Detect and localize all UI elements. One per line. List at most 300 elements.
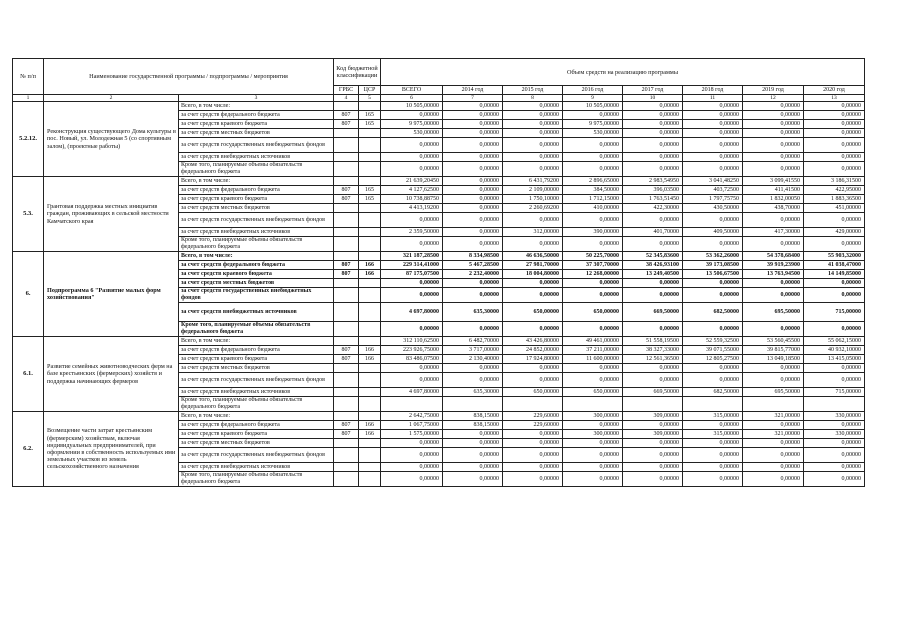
year-amount-cell: 650,00000 [503, 388, 563, 397]
year-amount-cell: 0,00000 [743, 162, 804, 177]
year-amount-cell: 0,00000 [743, 472, 804, 487]
csr-code [359, 373, 381, 388]
year-amount-cell: 0,00000 [563, 138, 623, 153]
year-amount-cell: 0,00000 [743, 322, 804, 337]
funding-source-label: за счет средств краевого бюджета [179, 355, 334, 364]
year-amount-cell: 390,00000 [563, 228, 623, 237]
section-title: Подпрограмма 6 "Развитие малых форм хозяйствования" [44, 252, 179, 337]
table-row [13, 177, 865, 186]
year-amount-cell: 229,60000 [503, 421, 563, 430]
year-amount-cell: 0,00000 [623, 279, 683, 288]
csr-code: 166 [359, 346, 381, 355]
year-amount-cell: 0,00000 [804, 153, 865, 162]
year-amount-cell: 417,30000 [743, 228, 804, 237]
budget-table [12, 58, 865, 487]
csr-code [359, 129, 381, 138]
section-title: Грантовая поддержка местных инициатив граждан, проживающих в сельской местности Камчатского края [44, 177, 179, 252]
year-amount-cell: 0,00000 [743, 138, 804, 153]
csr-code: 165 [359, 195, 381, 204]
funding-source-label: за счет средств внебюджетных источников [179, 463, 334, 472]
csr-code [359, 388, 381, 397]
grbs-code: 807 [334, 430, 359, 439]
year-amount-cell: 2 232,40000 [443, 270, 503, 279]
year-amount-cell: 0,00000 [683, 364, 743, 373]
total-amount-cell: 0,00000 [381, 463, 443, 472]
year-amount-cell: 18 004,80000 [503, 270, 563, 279]
total-amount-cell: 0,00000 [381, 364, 443, 373]
year-amount-cell: 0,00000 [743, 364, 804, 373]
year-amount-cell [683, 397, 743, 412]
year-amount-cell: 3 099,41550 [743, 177, 804, 186]
year-amount-cell: 410,00000 [563, 204, 623, 213]
year-amount-cell: 315,00000 [683, 430, 743, 439]
year-amount-cell: 39 173,08500 [683, 261, 743, 270]
year-amount-cell: 0,00000 [443, 430, 503, 439]
year-amount-cell: 0,00000 [503, 129, 563, 138]
grbs-code [334, 364, 359, 373]
table-row [13, 337, 865, 346]
year-amount-cell: 0,00000 [804, 472, 865, 487]
year-amount-cell: 0,00000 [743, 120, 804, 129]
funding-source-label: за счет средств федерального бюджета [179, 261, 334, 270]
year-amount-cell: 0,00000 [503, 237, 563, 252]
funding-source-label: за счет средств краевого бюджета [179, 430, 334, 439]
grbs-code [334, 228, 359, 237]
header-year: 2020 год [804, 86, 865, 95]
year-amount-cell: 55 062,15000 [804, 337, 865, 346]
grbs-code: 807 [334, 421, 359, 430]
year-amount-cell: 10 505,00000 [563, 102, 623, 111]
year-amount-cell: 0,00000 [443, 322, 503, 337]
section-number: 5.2.12. [13, 102, 44, 177]
year-amount-cell: 0,00000 [503, 162, 563, 177]
total-amount-cell: 229 314,41000 [381, 261, 443, 270]
year-amount-cell: 54 378,68400 [743, 252, 804, 261]
total-amount-cell: 2 359,50000 [381, 228, 443, 237]
year-amount-cell: 39 919,23900 [743, 261, 804, 270]
year-amount-cell: 0,00000 [623, 153, 683, 162]
year-amount-cell: 53 362,26000 [683, 252, 743, 261]
section-number: 6.1. [13, 337, 44, 412]
table-row [13, 412, 865, 421]
year-amount-cell: 635,30000 [443, 388, 503, 397]
total-amount-cell: 10 505,00000 [381, 102, 443, 111]
year-amount-cell: 0,00000 [563, 463, 623, 472]
year-amount-cell: 0,00000 [804, 322, 865, 337]
year-amount-cell: 13 506,67500 [683, 270, 743, 279]
column-number: 5 [359, 95, 381, 102]
grbs-code [334, 337, 359, 346]
year-amount-cell: 650,00000 [503, 303, 563, 322]
year-amount-cell: 52 559,32500 [683, 337, 743, 346]
grbs-code [334, 439, 359, 448]
year-amount-cell [443, 397, 503, 412]
grbs-code: 807 [334, 355, 359, 364]
year-amount-cell: 0,00000 [743, 288, 804, 303]
column-number: 10 [623, 95, 683, 102]
year-amount-cell: 0,00000 [563, 279, 623, 288]
total-amount-cell [381, 397, 443, 412]
year-amount-cell: 0,00000 [623, 138, 683, 153]
funding-source-label: Кроме того, планируемые объемы обязательств федерального бюджета [179, 162, 334, 177]
year-amount-cell: 0,00000 [563, 153, 623, 162]
grbs-code [334, 252, 359, 261]
year-amount-cell: 40 932,10000 [804, 346, 865, 355]
year-amount-cell: 0,00000 [804, 237, 865, 252]
grbs-code: 807 [334, 195, 359, 204]
grbs-code: 807 [334, 120, 359, 129]
column-number: 3 [179, 95, 334, 102]
funding-source-label: за счет средств местных бюджетов [179, 204, 334, 213]
total-amount-cell: 223 926,75000 [381, 346, 443, 355]
section-title: Развитие семейных животноводческих ферм на базе крестьянских (фермерских) хозяйств и поддержка начинающих фермеров [44, 337, 179, 412]
csr-code: 166 [359, 430, 381, 439]
year-amount-cell: 0,00000 [743, 129, 804, 138]
grbs-code [334, 412, 359, 421]
grbs-code [334, 303, 359, 322]
year-amount-cell: 1 883,36500 [804, 195, 865, 204]
year-amount-cell: 0,00000 [503, 463, 563, 472]
funding-source-label: за счет средств местных бюджетов [179, 439, 334, 448]
year-amount-cell: 321,00000 [743, 430, 804, 439]
year-amount-cell: 12 268,00000 [563, 270, 623, 279]
year-amount-cell: 1 750,10000 [503, 195, 563, 204]
year-amount-cell: 1 832,00050 [743, 195, 804, 204]
year-amount-cell: 0,00000 [743, 421, 804, 430]
year-amount-cell: 13 763,94500 [743, 270, 804, 279]
year-amount-cell: 315,00000 [683, 412, 743, 421]
year-amount-cell: 0,00000 [804, 279, 865, 288]
funding-source-label: за счет средств федерального бюджета [179, 421, 334, 430]
year-amount-cell: 12 805,27500 [683, 355, 743, 364]
year-amount-cell: 0,00000 [443, 120, 503, 129]
year-amount-cell: 0,00000 [683, 421, 743, 430]
funding-source-label: за счет средств краевого бюджета [179, 270, 334, 279]
csr-code: 166 [359, 270, 381, 279]
year-amount-cell: 0,00000 [743, 237, 804, 252]
year-amount-cell: 300,00000 [563, 430, 623, 439]
csr-code [359, 397, 381, 412]
grbs-code [334, 102, 359, 111]
total-amount-cell: 4 127,62500 [381, 186, 443, 195]
year-amount-cell: 0,00000 [563, 322, 623, 337]
grbs-code [334, 177, 359, 186]
year-amount-cell: 0,00000 [563, 364, 623, 373]
year-amount-cell [804, 397, 865, 412]
year-amount-cell: 0,00000 [503, 364, 563, 373]
total-amount-cell: 4 413,19200 [381, 204, 443, 213]
year-amount-cell: 438,70000 [743, 204, 804, 213]
year-amount-cell: 0,00000 [503, 322, 563, 337]
year-amount-cell: 1 797,75750 [683, 195, 743, 204]
year-amount-cell: 38 327,33000 [623, 346, 683, 355]
year-amount-cell: 838,15000 [443, 412, 503, 421]
year-amount-cell [623, 397, 683, 412]
year-amount-cell: 2 896,65000 [563, 177, 623, 186]
csr-code [359, 288, 381, 303]
grbs-code [334, 162, 359, 177]
funding-source-label: за счет средств местных бюджетов [179, 279, 334, 288]
year-amount-cell: 0,00000 [804, 138, 865, 153]
year-amount-cell: 0,00000 [443, 111, 503, 120]
column-number: 7 [443, 95, 503, 102]
grbs-code: 807 [334, 346, 359, 355]
year-amount-cell: 0,00000 [683, 373, 743, 388]
section-number: 5.3. [13, 177, 44, 252]
year-amount-cell: 0,00000 [443, 228, 503, 237]
year-amount-cell: 0,00000 [503, 439, 563, 448]
year-amount-cell: 0,00000 [443, 448, 503, 463]
column-number: 8 [503, 95, 563, 102]
total-amount-cell: 21 639,20450 [381, 177, 443, 186]
year-amount-cell: 41 038,47000 [804, 261, 865, 270]
year-amount-cell: 0,00000 [443, 279, 503, 288]
year-amount-cell: 0,00000 [623, 102, 683, 111]
total-amount-cell: 0,00000 [381, 439, 443, 448]
year-amount-cell: 0,00000 [804, 288, 865, 303]
year-amount-cell: 39 815,77000 [743, 346, 804, 355]
year-amount-cell: 13 249,40500 [623, 270, 683, 279]
csr-code: 165 [359, 120, 381, 129]
column-number: 2 [44, 95, 179, 102]
year-amount-cell: 0,00000 [503, 373, 563, 388]
year-amount-cell: 0,00000 [503, 279, 563, 288]
year-amount-cell: 2 983,54950 [623, 177, 683, 186]
header-year: 2019 год [743, 86, 804, 95]
year-amount-cell: 3 041,48250 [683, 177, 743, 186]
year-amount-cell: 530,00000 [563, 129, 623, 138]
year-amount-cell: 0,00000 [563, 373, 623, 388]
year-amount-cell: 0,00000 [623, 111, 683, 120]
total-amount-cell: 530,00000 [381, 129, 443, 138]
year-amount-cell: 0,00000 [623, 237, 683, 252]
year-amount-cell: 401,70000 [623, 228, 683, 237]
year-amount-cell: 11 600,00000 [563, 355, 623, 364]
funding-source-label: за счет средств краевого бюджета [179, 195, 334, 204]
total-amount-cell: 0,00000 [381, 153, 443, 162]
year-amount-cell: 14 149,85000 [804, 270, 865, 279]
csr-code [359, 228, 381, 237]
year-amount-cell: 0,00000 [804, 463, 865, 472]
year-amount-cell: 682,50000 [683, 303, 743, 322]
total-amount-cell: 0,00000 [381, 448, 443, 463]
total-amount-cell: 0,00000 [381, 111, 443, 120]
year-amount-cell: 0,00000 [443, 102, 503, 111]
year-amount-cell: 0,00000 [743, 439, 804, 448]
csr-code [359, 448, 381, 463]
year-amount-cell: 650,00000 [563, 388, 623, 397]
year-amount-cell: 3 186,31500 [804, 177, 865, 186]
header-csr: ЦСР [359, 86, 381, 95]
year-amount-cell: 2 109,00000 [503, 186, 563, 195]
year-amount-cell: 0,00000 [503, 448, 563, 463]
year-amount-cell: 0,00000 [683, 129, 743, 138]
grbs-code [334, 129, 359, 138]
csr-code [359, 439, 381, 448]
total-amount-cell: 10 738,88750 [381, 195, 443, 204]
year-amount-cell: 0,00000 [623, 463, 683, 472]
table-row [13, 102, 865, 111]
csr-code [359, 463, 381, 472]
year-amount-cell: 0,00000 [683, 237, 743, 252]
csr-code: 165 [359, 186, 381, 195]
total-amount-cell: 0,00000 [381, 472, 443, 487]
year-amount-cell: 46 636,50000 [503, 252, 563, 261]
year-amount-cell: 0,00000 [623, 288, 683, 303]
total-amount-cell: 1 575,00000 [381, 430, 443, 439]
year-amount-cell: 52 345,83600 [623, 252, 683, 261]
year-amount-cell: 0,00000 [623, 120, 683, 129]
year-amount-cell: 0,00000 [804, 439, 865, 448]
year-amount-cell: 1 763,51450 [623, 195, 683, 204]
csr-code: 165 [359, 111, 381, 120]
year-amount-cell: 0,00000 [443, 177, 503, 186]
csr-code [359, 472, 381, 487]
year-amount-cell: 37 211,00000 [563, 346, 623, 355]
year-amount-cell: 0,00000 [563, 448, 623, 463]
header-grbs: ГРБС [334, 86, 359, 95]
budget-table-sheet [12, 58, 864, 487]
section-title: Реконструкция существующего Дома культуры в пос. Новый, ул. Молодежная 5 (со спортивным залом), (проектные работы) [44, 102, 179, 177]
year-amount-cell: 695,50000 [743, 303, 804, 322]
grbs-code [334, 288, 359, 303]
grbs-code [334, 397, 359, 412]
year-amount-cell: 0,00000 [743, 448, 804, 463]
year-amount-cell: 0,00000 [443, 186, 503, 195]
csr-code [359, 303, 381, 322]
year-amount-cell: 229,60000 [503, 412, 563, 421]
year-amount-cell: 24 852,00000 [503, 346, 563, 355]
year-amount-cell: 0,00000 [563, 472, 623, 487]
year-amount-cell: 411,41500 [743, 186, 804, 195]
year-amount-cell: 0,00000 [443, 237, 503, 252]
year-amount-cell: 17 924,80000 [503, 355, 563, 364]
year-amount-cell: 0,00000 [743, 111, 804, 120]
year-amount-cell: 0,00000 [623, 213, 683, 228]
year-amount-cell: 0,00000 [804, 373, 865, 388]
year-amount-cell: 0,00000 [804, 448, 865, 463]
header-funding: Объем средств на реализацию программы [381, 59, 865, 86]
grbs-code [334, 388, 359, 397]
year-amount-cell: 0,00000 [623, 373, 683, 388]
year-amount-cell: 0,00000 [443, 439, 503, 448]
total-amount-cell: 0,00000 [381, 138, 443, 153]
year-amount-cell: 0,00000 [804, 364, 865, 373]
year-amount-cell: 27 981,70000 [503, 261, 563, 270]
column-number: 9 [563, 95, 623, 102]
total-amount-cell: 2 642,75000 [381, 412, 443, 421]
funding-source-label: за счет средств государственных внебюджетных фондов [179, 448, 334, 463]
section-number: 6.2. [13, 412, 44, 487]
grbs-code [334, 279, 359, 288]
header-year: 2015 год [503, 86, 563, 95]
csr-code: 166 [359, 355, 381, 364]
funding-source-label: за счет средств внебюджетных источников [179, 153, 334, 162]
year-amount-cell: 429,00000 [804, 228, 865, 237]
year-amount-cell: 635,30000 [443, 303, 503, 322]
year-amount-cell: 55 903,32000 [804, 252, 865, 261]
year-amount-cell: 0,00000 [503, 213, 563, 228]
year-amount-cell: 0,00000 [623, 421, 683, 430]
header-name: Наименование государственной программы / подпрограммы / мероприятия [44, 59, 334, 95]
year-amount-cell: 838,15000 [443, 421, 503, 430]
year-amount-cell [743, 397, 804, 412]
year-amount-cell: 0,00000 [563, 439, 623, 448]
year-amount-cell: 37 307,70000 [563, 261, 623, 270]
year-amount-cell: 0,00000 [683, 288, 743, 303]
year-amount-cell: 0,00000 [623, 439, 683, 448]
funding-source-label: Всего, в том числе: [179, 252, 334, 261]
grbs-code: 807 [334, 261, 359, 270]
year-amount-cell: 0,00000 [623, 129, 683, 138]
year-amount-cell: 0,00000 [683, 102, 743, 111]
year-amount-cell: 330,00000 [804, 412, 865, 421]
total-amount-cell: 0,00000 [381, 162, 443, 177]
year-amount-cell: 5 467,28500 [443, 261, 503, 270]
year-amount-cell: 0,00000 [503, 472, 563, 487]
funding-source-label: Кроме того, планируемые объемы обязательств федерального бюджета [179, 322, 334, 337]
year-amount-cell: 0,00000 [804, 111, 865, 120]
grbs-code [334, 153, 359, 162]
total-amount-cell: 321 187,28500 [381, 252, 443, 261]
funding-source-label: за счет средств федерального бюджета [179, 111, 334, 120]
year-amount-cell: 650,00000 [563, 303, 623, 322]
funding-source-label: Кроме того, планируемые объемы обязательств федерального бюджета [179, 397, 334, 412]
grbs-code [334, 213, 359, 228]
year-amount-cell: 0,00000 [804, 162, 865, 177]
year-amount-cell: 0,00000 [743, 279, 804, 288]
year-amount-cell: 0,00000 [683, 472, 743, 487]
year-amount-cell: 682,50000 [683, 388, 743, 397]
year-amount-cell: 0,00000 [683, 138, 743, 153]
grbs-code: 807 [334, 111, 359, 120]
year-amount-cell: 0,00000 [503, 153, 563, 162]
grbs-code [334, 373, 359, 388]
year-amount-cell [503, 397, 563, 412]
header-year: 2018 год [683, 86, 743, 95]
grbs-code: 807 [334, 186, 359, 195]
column-number-row [13, 95, 865, 102]
year-amount-cell: 0,00000 [804, 213, 865, 228]
year-amount-cell: 669,50000 [623, 303, 683, 322]
header-code: Код бюджетной классификации [334, 59, 381, 86]
year-amount-cell: 6 431,79200 [503, 177, 563, 186]
grbs-code: 807 [334, 270, 359, 279]
table-body [13, 102, 865, 487]
year-amount-cell: 50 225,70000 [563, 252, 623, 261]
year-amount-cell: 0,00000 [743, 153, 804, 162]
year-amount-cell: 0,00000 [683, 111, 743, 120]
year-amount-cell: 0,00000 [503, 120, 563, 129]
year-amount-cell: 409,50000 [683, 228, 743, 237]
funding-source-label: за счет средств государственных внебюджетных фондов [179, 288, 334, 303]
year-amount-cell: 715,00000 [804, 388, 865, 397]
funding-source-label: Всего, в том числе: [179, 102, 334, 111]
csr-code [359, 364, 381, 373]
year-amount-cell: 53 560,45500 [743, 337, 804, 346]
year-amount-cell: 300,00000 [563, 412, 623, 421]
year-amount-cell: 669,50000 [623, 388, 683, 397]
csr-code [359, 213, 381, 228]
year-amount-cell: 330,00000 [804, 430, 865, 439]
year-amount-cell: 384,50000 [563, 186, 623, 195]
year-amount-cell: 0,00000 [623, 162, 683, 177]
funding-source-label: за счет средств государственных внебюджетных фондов [179, 138, 334, 153]
year-amount-cell: 0,00000 [743, 102, 804, 111]
year-amount-cell: 0,00000 [623, 448, 683, 463]
year-amount-cell: 0,00000 [743, 463, 804, 472]
column-number: 13 [804, 95, 865, 102]
